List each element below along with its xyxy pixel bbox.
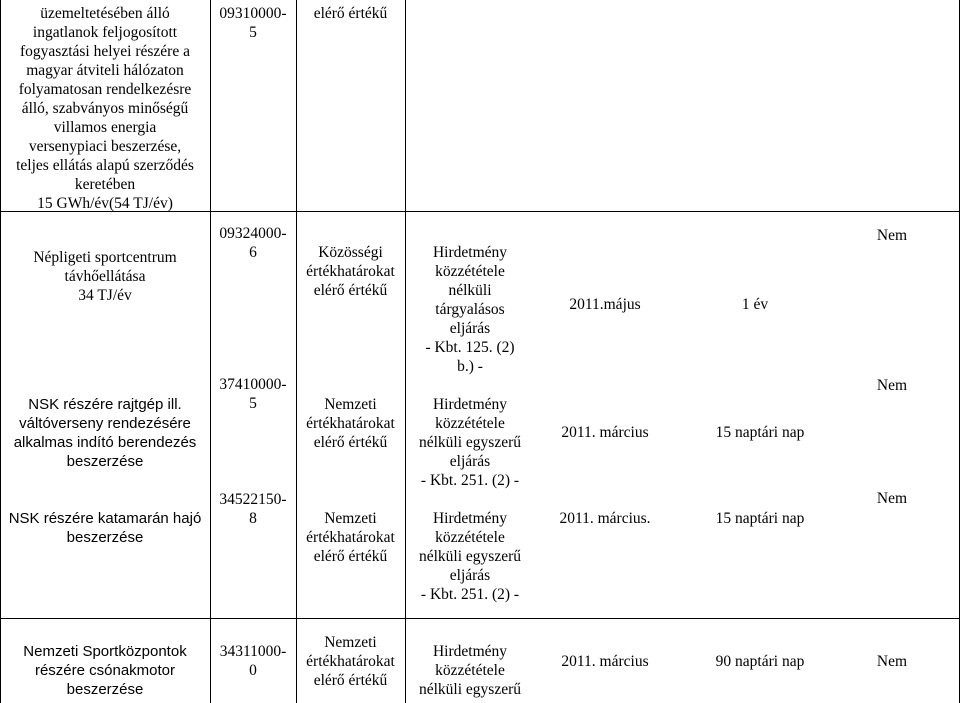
cpv-line: 6: [249, 244, 257, 261]
value-line: elérő értékű: [313, 434, 388, 451]
description-line: villamos energia: [53, 119, 157, 136]
flag-text: Nem: [876, 227, 908, 244]
table-row: [4, 509, 206, 547]
procedure-line: nélküli: [448, 282, 492, 299]
cpv-line: 37410000-: [219, 376, 287, 393]
cpv-code: [212, 4, 294, 42]
value-category: [298, 509, 403, 566]
flag: [862, 226, 922, 245]
flag: [862, 376, 922, 395]
description-line: fogyasztási helyei részére a: [20, 43, 190, 60]
duration-text: 1 év: [741, 296, 769, 313]
description-line: Népligeti sportcentrum: [33, 249, 177, 266]
description-line: távhőellátása: [64, 268, 146, 285]
cpv-line: 34311000-: [219, 643, 287, 660]
flag: [862, 652, 922, 671]
table-rule: [296, 0, 297, 703]
value-line: Közösségi: [318, 244, 383, 261]
flag-text: Nem: [876, 490, 908, 507]
cpv-code: [212, 224, 294, 262]
cpv-line: 0: [249, 662, 257, 679]
duration: [690, 652, 830, 671]
duration: [690, 423, 830, 442]
duration-text: 90 naptári nap: [715, 653, 805, 670]
cpv-line: 34522150-: [219, 491, 287, 508]
procedure-line: közzététele: [435, 415, 505, 432]
value-line: Nemzeti: [324, 634, 377, 651]
procedure-line: nélküli egyszerű: [418, 548, 521, 565]
table-row: [4, 248, 206, 305]
start-date: [530, 509, 680, 528]
value-line: elérő értékű: [313, 282, 388, 299]
start-date: [540, 295, 670, 314]
procedure-type: [405, 642, 535, 699]
description-line: álló, szabványos minőségű: [21, 100, 189, 117]
procedure-line: közzététele: [435, 662, 505, 679]
procedure-line: b.) -: [457, 358, 483, 375]
description-line: versenypiaci beszerzése,: [28, 138, 182, 155]
table-row: [4, 642, 206, 699]
description-line: magyar átviteli hálózaton: [26, 62, 184, 79]
value-line: értékhatárokat: [306, 529, 395, 546]
flag-text: Nem: [876, 377, 908, 394]
description-line: részére csónakmotor: [34, 662, 176, 679]
description-line: ingatlanok feljogosított: [32, 24, 178, 41]
value-category: [298, 633, 403, 690]
flag-text: Nem: [876, 653, 908, 670]
start-date: [530, 652, 680, 671]
description-line: folyamatosan rendelkezésre: [18, 81, 192, 98]
procedure-line: eljárás: [449, 320, 491, 337]
value-line: Nemzeti: [324, 396, 377, 413]
cpv-line: 09310000-: [219, 5, 287, 22]
description-line: 15 GWh/év(54 TJ/év): [37, 195, 173, 212]
procedure-line: - Kbt. 251. (2) -: [420, 472, 520, 489]
procedure-line: - Kbt. 251. (2) -: [420, 586, 520, 603]
procedure-line: közzététele: [435, 263, 505, 280]
procedure-line: tárgyalásos: [435, 301, 505, 318]
value-line: értékhatárokat: [306, 653, 395, 670]
table-rule: [0, 0, 1, 703]
table-row: [4, 4, 206, 213]
description-line: NSK részére katamarán hajó: [8, 510, 202, 527]
value-category: [298, 4, 403, 23]
procedure-line: közzététele: [435, 529, 505, 546]
date-text: 2011. március: [561, 424, 649, 441]
table-rule: [0, 618, 960, 619]
description-line: beszerzése: [66, 453, 144, 470]
value-line: Nemzeti: [324, 510, 377, 527]
cpv-code: [212, 375, 294, 413]
cpv-line: 09324000-: [219, 225, 287, 242]
procedure-type: [405, 509, 535, 604]
description-line: váltóverseny rendezésére: [19, 415, 191, 432]
start-date: [530, 423, 680, 442]
procedure-line: nélküli egyszerű: [418, 434, 521, 451]
description-line: keretében: [74, 176, 136, 193]
date-text: 2011.május: [569, 296, 641, 313]
value-line: értékhatárokat: [306, 263, 395, 280]
description-line: teljes ellátás alapú szerződés: [16, 157, 194, 174]
procedure-line: nélküli egyszerű: [418, 681, 521, 698]
description-line: alkalmas indító berendezés: [13, 434, 197, 451]
description-line: beszerzése: [66, 529, 144, 546]
value-category: [298, 395, 403, 452]
cpv-line: 5: [249, 395, 257, 412]
procedure-line: eljárás: [449, 453, 491, 470]
procedure-line: eljárás: [449, 567, 491, 584]
date-text: 2011. március.: [559, 510, 651, 527]
value-line: elérő értékű: [313, 5, 388, 22]
procedure-line: - Kbt. 125. (2): [425, 339, 515, 356]
cpv-code: [212, 642, 294, 680]
description-line: Nemzeti Sportközpontok: [23, 643, 187, 660]
procedure-line: Hirdetmény: [432, 244, 508, 261]
cpv-line: 5: [249, 24, 257, 41]
description-line: 34 TJ/év: [78, 287, 132, 304]
value-line: elérő értékű: [313, 672, 388, 689]
procedure-line: Hirdetmény: [432, 510, 508, 527]
procedure-type: [405, 243, 535, 376]
procedure-line: Hirdetmény: [432, 396, 508, 413]
duration: [690, 509, 830, 528]
value-category: [298, 243, 403, 300]
value-line: értékhatárokat: [306, 415, 395, 432]
duration-text: 15 naptári nap: [715, 510, 805, 527]
value-line: elérő értékű: [313, 548, 388, 565]
flag: [862, 489, 922, 508]
table-rule: [210, 0, 211, 703]
description-line: beszerzése: [66, 681, 144, 698]
table-row: [4, 395, 206, 471]
cpv-line: 8: [249, 510, 257, 527]
procedure-line: Hirdetmény: [432, 643, 508, 660]
description-line: NSK részére rajtgép ill.: [28, 396, 182, 413]
procedure-type: [405, 395, 535, 490]
duration-text: 15 naptári nap: [715, 424, 805, 441]
description-line: üzemeltetésében álló: [40, 5, 170, 22]
cpv-code: [212, 490, 294, 528]
date-text: 2011. március: [561, 653, 649, 670]
duration: [690, 295, 820, 314]
